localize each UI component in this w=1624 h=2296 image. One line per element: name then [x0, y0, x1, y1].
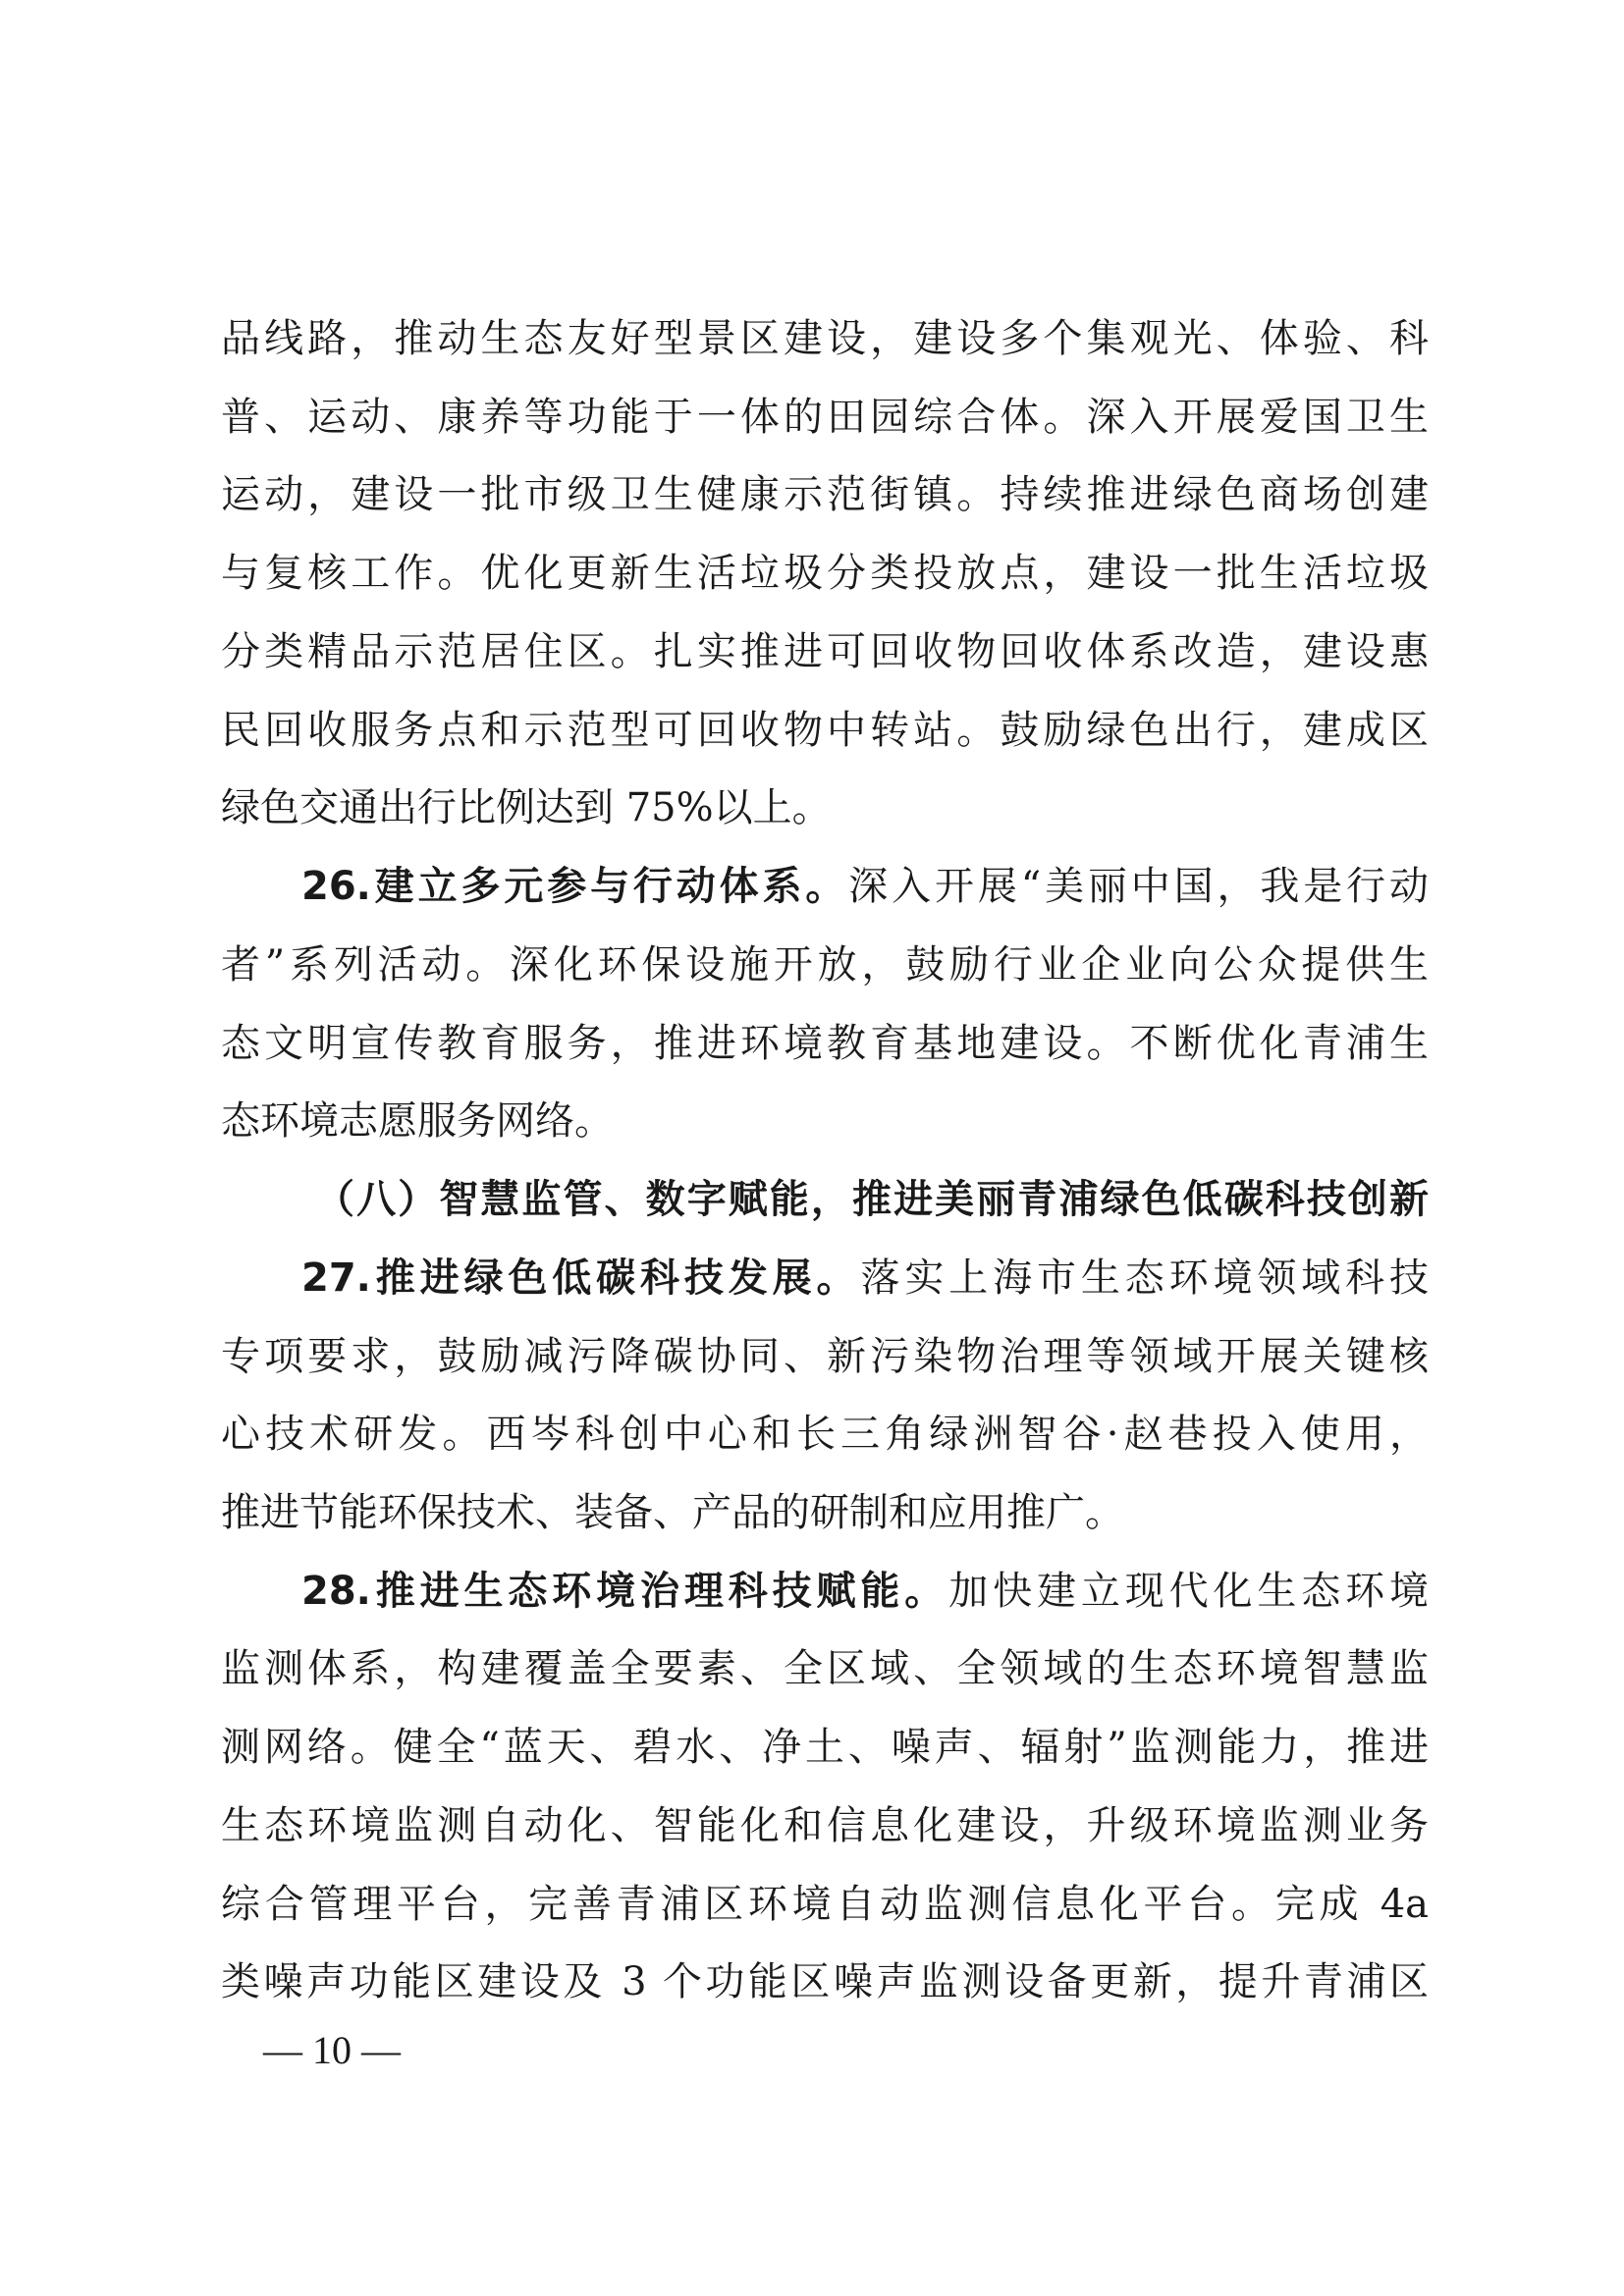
text-line: 普、运动、康养等功能于一体的田园综合体。深入开展爱国卫生	[221, 395, 1429, 440]
text-line: 态文明宣传教育服务，推进环境教育基地建设。不断优化青浦生	[221, 1021, 1429, 1066]
text-line: 推进节能环保技术、装备、产品的研制和应用推广。	[221, 1490, 1124, 1535]
text-line: 民回收服务点和示范型可回收物中转站。鼓励绿色出行，建成区	[221, 708, 1429, 753]
text-line: 心技术研发。西岑科创中心和长三角绿洲智谷·赵巷投入使用，	[221, 1412, 1429, 1457]
item-26-title: 26.建立多元参与行动体系。	[301, 864, 849, 909]
item-27-title: 27.推进绿色低碳科技发展。	[301, 1255, 861, 1301]
item-26-first-line	[301, 852, 1429, 921]
text-line: 生态环境监测自动化、智能化和信息化建设，升级环境监测业务	[221, 1803, 1429, 1848]
text-line: 态环境志愿服务网络。	[221, 1098, 614, 1144]
item-27-first-line	[301, 1244, 1429, 1312]
item-26-text: 深入开展“美丽中国，我是行动	[848, 864, 1429, 909]
item-28-title: 28.推进生态环境治理科技赋能。	[301, 1569, 949, 1614]
text-line: 运动，建设一批市级卫生健康示范街镇。持续推进绿色商场创建	[221, 472, 1429, 517]
text-line: 分类精品示范居住区。扎实推进可回收物回收体系改造，建设惠	[221, 629, 1429, 674]
page-number: — 10 —	[263, 2028, 401, 2072]
text-line: 品线路，推动生态友好型景区建设，建设多个集观光、体验、科	[221, 316, 1429, 361]
section-heading: （八）智慧监管、数字赋能，推进美丽青浦绿色低碳科技创新	[315, 1177, 1429, 1222]
text-line: 专项要求，鼓励减污降碳协同、新污染物治理等领域开展关键核	[221, 1334, 1429, 1379]
text-line: 测网络。健全“蓝天、碧水、净土、噪声、辐射”监测能力，推进	[221, 1725, 1429, 1770]
item-28-first-line	[301, 1557, 1429, 1626]
text-line: 监测体系，构建覆盖全要素、全区域、全领域的生态环境智慧监	[221, 1646, 1429, 1691]
text-line: 绿色交通出行比例达到 75%以上。	[221, 785, 832, 830]
text-line: 者”系列活动。深化环保设施开放，鼓励行业企业向公众提供生	[221, 942, 1429, 988]
item-27-text: 落实上海市生态环境领域科技	[860, 1255, 1429, 1301]
text-line: 综合管理平台，完善青浦区环境自动监测信息化平台。完成 4a	[221, 1882, 1429, 1927]
text-line: 与复核工作。优化更新生活垃圾分类投放点，建设一批生活垃圾	[221, 551, 1429, 596]
item-28-text: 加快建立现代化生态环境	[948, 1569, 1429, 1614]
text-line: 类噪声功能区建设及 3 个功能区噪声监测设备更新，提升青浦区	[221, 1959, 1429, 2004]
